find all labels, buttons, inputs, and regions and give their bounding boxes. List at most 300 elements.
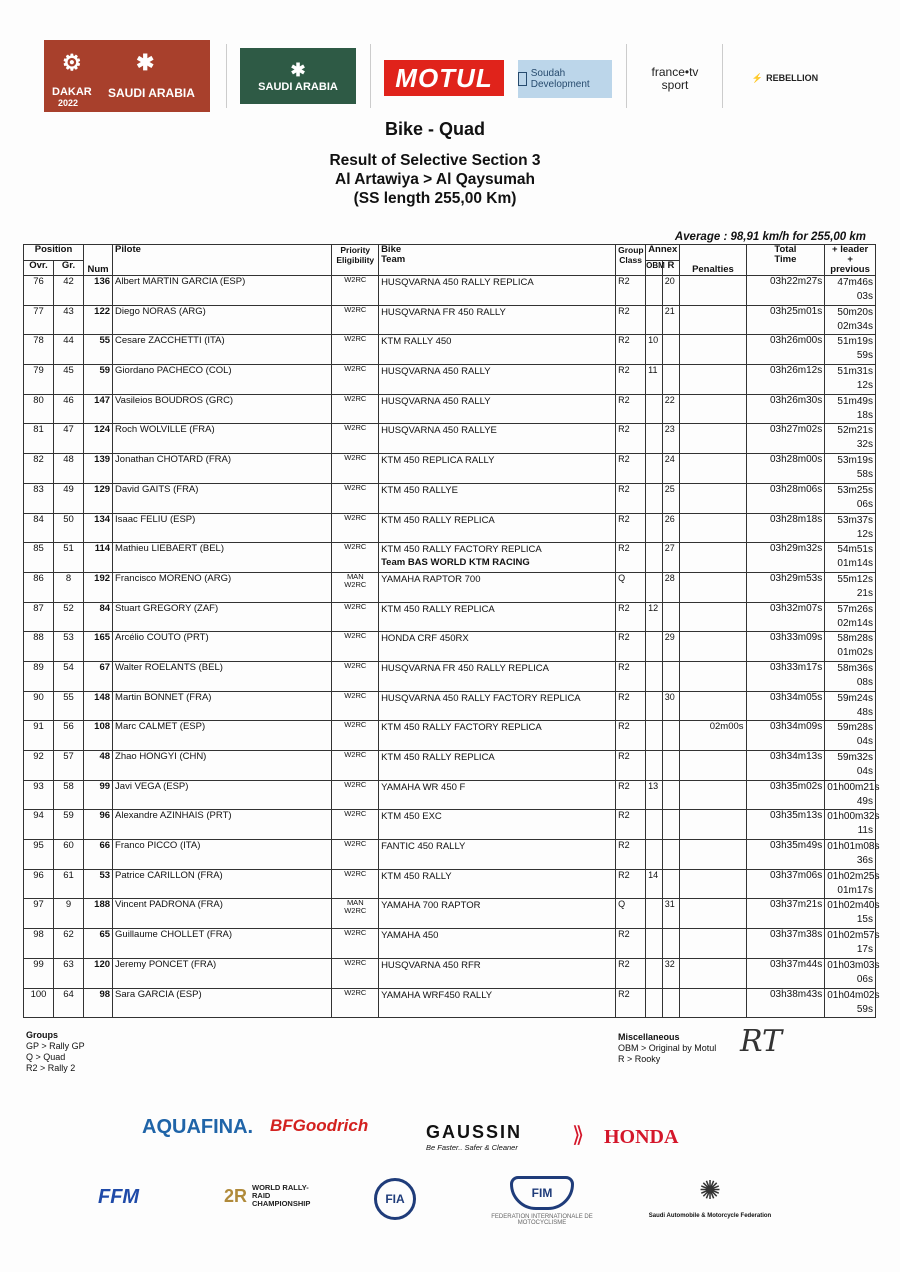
cell-eligibility: W2RC: [332, 305, 379, 335]
cell-obm: [646, 810, 663, 840]
cell-bike: [379, 543, 616, 573]
page-subtitle: [0, 151, 870, 208]
cell-penalties: [680, 661, 746, 691]
cell-bike: [379, 632, 616, 662]
logo-divider: [626, 44, 627, 108]
cell-bike: [379, 751, 616, 781]
gap-leader: 59m28s: [837, 722, 873, 734]
table-row: [24, 661, 876, 691]
gap-leader: 53m37s: [837, 514, 873, 526]
bike-name: HUSQVARNA 450 RALLY REPLICA: [381, 277, 534, 288]
cell-eligibility: W2RC: [332, 661, 379, 691]
cell-group: R2: [616, 543, 646, 573]
cell-total-time: 03h37m21s: [746, 899, 825, 929]
cell-pilot: Diego NORAS (ARG): [113, 305, 332, 335]
cell-eligibility: MAN W2RC: [332, 572, 379, 602]
table-row: [24, 810, 876, 840]
cell-num: 67: [84, 661, 113, 691]
saudi-arabia-logo: [240, 48, 356, 104]
cell-gap: [825, 602, 876, 632]
palm-icon: ✱: [136, 50, 155, 75]
cell-obm: [646, 721, 663, 751]
gap-leader: 01h04m02s: [827, 989, 880, 1001]
cell-total-time: 03h37m06s: [746, 869, 825, 899]
bike-name: YAMAHA 450: [381, 930, 439, 942]
cell-obm: [646, 840, 663, 870]
cell-ovr: 99: [24, 958, 54, 988]
cell-gap: [825, 513, 876, 543]
cell-num: 98: [84, 988, 113, 1018]
cell-pilot: Isaac FELIU (ESP): [113, 513, 332, 543]
cell-eligibility: W2RC: [332, 632, 379, 662]
cell-penalties: [680, 751, 746, 781]
cell-penalties: [680, 335, 746, 365]
table-row: [24, 691, 876, 721]
cell-group: R2: [616, 365, 646, 395]
cell-gr: 60: [54, 840, 84, 870]
cell-gap: [825, 424, 876, 454]
motul-logo: [384, 60, 504, 96]
cell-total-time: 03h37m38s: [746, 929, 825, 959]
gap-leader: 01h02m40s: [827, 900, 880, 912]
cell-group: R2: [616, 810, 646, 840]
cell-group: R2: [616, 305, 646, 335]
gap-leader: 53m25s: [837, 484, 873, 496]
cell-penalties: [680, 483, 746, 513]
cell-total-time: 03h35m02s: [746, 780, 825, 810]
misc-item: OBM > Original by Motul: [618, 1043, 717, 1053]
gap-previous: 17s: [856, 944, 873, 956]
cell-ovr: 95: [24, 840, 54, 870]
cell-group: R2: [616, 424, 646, 454]
gap-previous: 18s: [856, 409, 873, 421]
bike-name: KTM 450 RALLYE: [381, 484, 458, 496]
cell-gr: 53: [54, 632, 84, 662]
cell-penalties: [680, 513, 746, 543]
cell-gap: [825, 929, 880, 959]
cell-rooky: [662, 840, 680, 870]
dakar-country: SAUDI ARABIA: [108, 86, 195, 100]
cell-ovr: 79: [24, 365, 54, 395]
cell-gap: [825, 810, 880, 840]
table-row: [24, 899, 876, 929]
cell-gap: [825, 454, 876, 484]
logo-divider: [722, 44, 723, 108]
cell-penalties: [680, 454, 746, 484]
table-row: [24, 721, 876, 751]
cell-bike: [379, 988, 616, 1018]
cell-num: 192: [84, 572, 113, 602]
cell-pilot: Patrice CARILLON (FRA): [113, 869, 332, 899]
bike-name: HUSQVARNA 450 RALLY FACTORY REPLICA: [381, 692, 581, 704]
cell-eligibility: W2RC: [332, 335, 379, 365]
cell-eligibility: W2RC: [332, 602, 379, 632]
cell-gap: [825, 780, 880, 810]
cell-group: R2: [616, 632, 646, 662]
cell-ovr: 78: [24, 335, 54, 365]
cell-bike: [379, 899, 616, 929]
cell-num: 139: [84, 454, 113, 484]
cell-gr: 64: [54, 988, 84, 1018]
cell-penalties: [680, 394, 746, 424]
cell-bike: [379, 602, 616, 632]
cell-bike: [379, 424, 616, 454]
cell-gr: 55: [54, 691, 84, 721]
cell-obm: [646, 958, 663, 988]
cell-eligibility: W2RC: [332, 929, 379, 959]
cell-gap: [825, 394, 876, 424]
samf-tagline: Saudi Automobile & Motorcycle Federation: [648, 1213, 772, 1219]
gap-leader: 51m31s: [837, 366, 873, 378]
cell-gap: [825, 305, 876, 335]
cell-rooky: [662, 869, 680, 899]
subtitle-section: Result of Selective Section 3: [329, 152, 541, 169]
cell-rooky: 32: [662, 958, 680, 988]
cell-rooky: [662, 988, 680, 1018]
cell-ovr: 98: [24, 929, 54, 959]
cell-bike: [379, 572, 616, 602]
cell-ovr: 88: [24, 632, 54, 662]
cell-total-time: 03h33m09s: [746, 632, 825, 662]
cell-total-time: 03h22m27s: [746, 276, 825, 306]
cell-penalties: [680, 602, 746, 632]
table-row: [24, 424, 876, 454]
table-row: [24, 632, 876, 662]
cell-obm: [646, 454, 663, 484]
gap-previous: 08s: [856, 676, 873, 688]
header-priority: [332, 245, 379, 276]
cell-obm: [646, 424, 663, 454]
cell-eligibility: W2RC: [332, 276, 379, 306]
cell-total-time: 03h32m07s: [746, 602, 825, 632]
cell-ovr: 83: [24, 483, 54, 513]
honda-wing-icon: ⟫: [572, 1122, 585, 1147]
cell-ovr: 86: [24, 572, 54, 602]
cell-eligibility: W2RC: [332, 424, 379, 454]
gap-leader: 01h00m21s: [827, 781, 880, 793]
cell-group: R2: [616, 276, 646, 306]
cell-bike: [379, 721, 616, 751]
cell-pilot: Jonathan CHOTARD (FRA): [113, 454, 332, 484]
header-num: Num: [84, 245, 113, 276]
cell-gap: [825, 721, 876, 751]
cell-bike: [379, 305, 616, 335]
gap-previous: 12s: [856, 380, 873, 392]
cell-gr: 57: [54, 751, 84, 781]
gap-previous: 01m14s: [837, 558, 873, 570]
cell-pilot: Walter ROELANTS (BEL): [113, 661, 332, 691]
cell-eligibility: W2RC: [332, 365, 379, 395]
cell-eligibility: W2RC: [332, 810, 379, 840]
header-group-line1: Group: [618, 245, 644, 255]
cell-obm: [646, 988, 663, 1018]
cell-eligibility: W2RC: [332, 751, 379, 781]
cell-gap: [825, 840, 880, 870]
cell-penalties: [680, 276, 746, 306]
table-row: [24, 869, 876, 899]
cell-total-time: 03h37m44s: [746, 958, 825, 988]
gap-previous: 03s: [856, 291, 873, 302]
gap-previous: 36s: [856, 855, 873, 867]
cell-obm: [646, 632, 663, 662]
cell-rooky: [662, 365, 680, 395]
cell-total-time: 03h34m09s: [746, 721, 825, 751]
cell-gap: [825, 691, 876, 721]
table-row: [24, 335, 876, 365]
cell-ovr: 87: [24, 602, 54, 632]
gap-previous: 21s: [856, 587, 873, 599]
cell-gap: [825, 335, 876, 365]
bike-name: KTM 450 RALLY FACTORY REPLICA: [381, 544, 542, 556]
cell-gr: 63: [54, 958, 84, 988]
cell-gr: 62: [54, 929, 84, 959]
cell-gr: 56: [54, 721, 84, 751]
cell-gr: 42: [54, 276, 84, 306]
gap-previous: 02m34s: [837, 320, 873, 332]
cell-group: R2: [616, 394, 646, 424]
cell-gap: [825, 988, 880, 1018]
gap-leader: 54m51s: [837, 544, 873, 556]
cell-rooky: [662, 929, 680, 959]
results-body: [24, 275, 880, 1018]
2r-logo: 2R: [224, 1186, 248, 1206]
cell-gr: 45: [54, 365, 84, 395]
table-row: [24, 988, 876, 1018]
header-priority-line1: Priority: [340, 245, 371, 255]
ksa-label: SAUDI ARABIA: [258, 80, 338, 93]
cell-num: 148: [84, 691, 113, 721]
cell-penalties: [680, 958, 746, 988]
cell-obm: [646, 929, 663, 959]
cell-total-time: 03h26m30s: [746, 394, 825, 424]
logo-divider: [226, 44, 227, 108]
cell-rooky: [662, 721, 680, 751]
cell-rooky: [662, 810, 680, 840]
cell-gap: [825, 632, 876, 662]
cell-pilot: Vasileios BOUDROS (GRC): [113, 394, 332, 424]
cell-num: 136: [84, 276, 113, 306]
gap-leader: 57m26s: [837, 603, 873, 615]
cell-total-time: 03h26m00s: [746, 335, 825, 365]
cell-num: 65: [84, 929, 113, 959]
bike-name: KTM 450 EXC: [381, 811, 442, 823]
cell-group: R2: [616, 454, 646, 484]
gap-leader: 58m36s: [837, 662, 873, 674]
bike-name: YAMAHA 700 RAPTOR: [381, 900, 481, 912]
ftv-bottom: sport: [661, 78, 689, 92]
rebellion-icon: ⚡: [751, 72, 764, 83]
cell-group: R2: [616, 602, 646, 632]
cell-group: R2: [616, 780, 646, 810]
fim-tagline: FEDERATION INTERNATIONALE DE MOTOCYCLISME: [491, 1214, 593, 1226]
header-logos: [44, 40, 834, 112]
gap-previous: 01m17s: [837, 884, 873, 896]
cell-pilot: Jeremy PONCET (FRA): [113, 958, 332, 988]
cell-pilot: Franco PICCO (ITA): [113, 840, 332, 870]
palm-icon: ✱: [290, 59, 306, 80]
cell-bike: [379, 869, 616, 899]
cell-group: R2: [616, 840, 646, 870]
cell-penalties: [680, 869, 746, 899]
dakar-year: 2022: [58, 98, 79, 108]
cell-gap: [825, 661, 876, 691]
gap-leader: 01h03m03s: [827, 959, 880, 971]
cell-penalties: [680, 543, 746, 573]
gap-previous: 15s: [856, 914, 873, 926]
gap-leader: 59m24s: [837, 692, 873, 704]
cell-rooky: 28: [662, 572, 680, 602]
ffm-logo: FFM: [98, 1186, 140, 1208]
cell-gr: 9: [54, 899, 84, 929]
groups-item: Q > Quad: [26, 1052, 66, 1062]
header-pilote: Pilote: [113, 245, 332, 276]
cell-penalties: [680, 305, 746, 335]
gap-leader: 58m28s: [837, 633, 873, 645]
bike-name: HUSQVARNA 450 RFR: [381, 959, 481, 971]
table-row: [24, 483, 876, 513]
misc-legend: [618, 1032, 716, 1065]
cell-num: 165: [84, 632, 113, 662]
cell-bike: [379, 780, 616, 810]
cell-obm: [646, 513, 663, 543]
cell-group: Q: [616, 572, 646, 602]
cell-ovr: 81: [24, 424, 54, 454]
header-total: [746, 245, 825, 276]
aquafina-logo: AQUAFINA.: [142, 1116, 254, 1138]
header-annex: Annex: [646, 245, 680, 261]
cell-num: 99: [84, 780, 113, 810]
cell-eligibility: W2RC: [332, 840, 379, 870]
gap-previous: 32s: [856, 439, 873, 451]
cell-rooky: 22: [662, 394, 680, 424]
header-total-line1: Total: [774, 244, 797, 255]
cell-obm: [646, 661, 663, 691]
cell-rooky: [662, 335, 680, 365]
cell-obm: [646, 276, 663, 306]
cell-bike: [379, 365, 616, 395]
cell-total-time: 03h27m02s: [746, 424, 825, 454]
bike-name: FANTIC 450 RALLY: [381, 841, 466, 853]
cell-gap: [825, 543, 876, 573]
cell-gap: [825, 365, 876, 395]
bike-name: YAMAHA WR 450 F: [381, 781, 466, 793]
cell-penalties: [680, 691, 746, 721]
header-bike: Bike: [381, 244, 402, 255]
cell-group: R2: [616, 691, 646, 721]
gap-previous: 11s: [857, 825, 873, 837]
dakar-logo: [44, 40, 210, 112]
gaussin-logo: GAUSSIN: [426, 1122, 523, 1142]
cell-group: R2: [616, 721, 646, 751]
cell-bike: [379, 454, 616, 484]
cell-eligibility: W2RC: [332, 513, 379, 543]
cell-gap: [825, 572, 876, 602]
header-leader-line2: + previous: [830, 254, 870, 275]
bike-name: KTM RALLY 450: [381, 336, 452, 348]
cell-group: Q: [616, 899, 646, 929]
cell-total-time: 03h35m13s: [746, 810, 825, 840]
gap-previous: 06s: [856, 498, 873, 510]
cell-bike: [379, 335, 616, 365]
cell-gr: 61: [54, 869, 84, 899]
cell-bike: [379, 661, 616, 691]
bike-name: KTM 450 REPLICA RALLY: [381, 455, 495, 467]
table-row: [24, 276, 876, 306]
cell-ovr: 85: [24, 543, 54, 573]
cell-rooky: 25: [662, 483, 680, 513]
cell-rooky: 29: [662, 632, 680, 662]
cell-pilot: Guillaume CHOLLET (FRA): [113, 929, 332, 959]
cell-gap: [825, 899, 880, 929]
cell-rooky: [662, 780, 680, 810]
cell-num: 59: [84, 365, 113, 395]
table-row: [24, 929, 876, 959]
cell-num: 134: [84, 513, 113, 543]
groups-item: GP > Rally GP: [26, 1041, 85, 1051]
cell-penalties: [680, 988, 746, 1018]
cell-num: 48: [84, 751, 113, 781]
cell-gr: 50: [54, 513, 84, 543]
cell-pilot: Arcélio COUTO (PRT): [113, 632, 332, 662]
cell-penalties: [680, 810, 746, 840]
bike-name: HUSQVARNA 450 RALLYE: [381, 425, 497, 437]
cell-num: 188: [84, 899, 113, 929]
cell-group: R2: [616, 483, 646, 513]
cell-bike: [379, 513, 616, 543]
cell-num: 66: [84, 840, 113, 870]
page-title: Bike - Quad: [384, 119, 486, 139]
gap-previous: 04s: [856, 736, 873, 748]
gap-previous: 02m14s: [837, 617, 873, 629]
cell-gr: 8: [54, 572, 84, 602]
groups-title: Groups: [26, 1030, 59, 1040]
subtitle-route: Al Artawiya > Al Qaysumah: [335, 171, 535, 188]
cell-rooky: 24: [662, 454, 680, 484]
gap-previous: 12s: [856, 528, 873, 540]
cell-obm: 11: [646, 365, 663, 395]
bike-name: KTM 450 RALLY REPLICA: [381, 514, 495, 526]
cell-gr: 43: [54, 305, 84, 335]
cell-num: 114: [84, 543, 113, 573]
cell-rooky: [662, 661, 680, 691]
table-row: [24, 572, 876, 602]
dakar-label: DAKAR: [52, 86, 92, 98]
cell-pilot: David GAITS (FRA): [113, 483, 332, 513]
cell-obm: 10: [646, 335, 663, 365]
table-row: [24, 513, 876, 543]
cell-total-time: 03h28m06s: [746, 483, 825, 513]
cell-gap: [825, 276, 876, 306]
cell-num: 129: [84, 483, 113, 513]
dakar-icon: ⚙: [62, 50, 82, 75]
subtitle-length: (SS length 255,00 Km): [353, 190, 517, 207]
gap-leader: 50m20s: [837, 306, 873, 318]
gap-leader: 55m12s: [837, 573, 873, 585]
cell-ovr: 96: [24, 869, 54, 899]
gap-previous: 04s: [856, 766, 873, 777]
header-gr: Gr.: [54, 260, 84, 276]
cell-gap: [825, 483, 876, 513]
table-row: [24, 751, 876, 781]
cell-pilot: Giordano PACHECO (COL): [113, 365, 332, 395]
bike-name: KTM 450 RALLY FACTORY REPLICA: [381, 722, 542, 734]
cell-group: R2: [616, 661, 646, 691]
cell-num: 120: [84, 958, 113, 988]
cell-penalties: 02m00s: [680, 721, 746, 751]
cell-gr: 52: [54, 602, 84, 632]
cell-num: 124: [84, 424, 113, 454]
misc-item: R > Rooky: [618, 1054, 661, 1064]
